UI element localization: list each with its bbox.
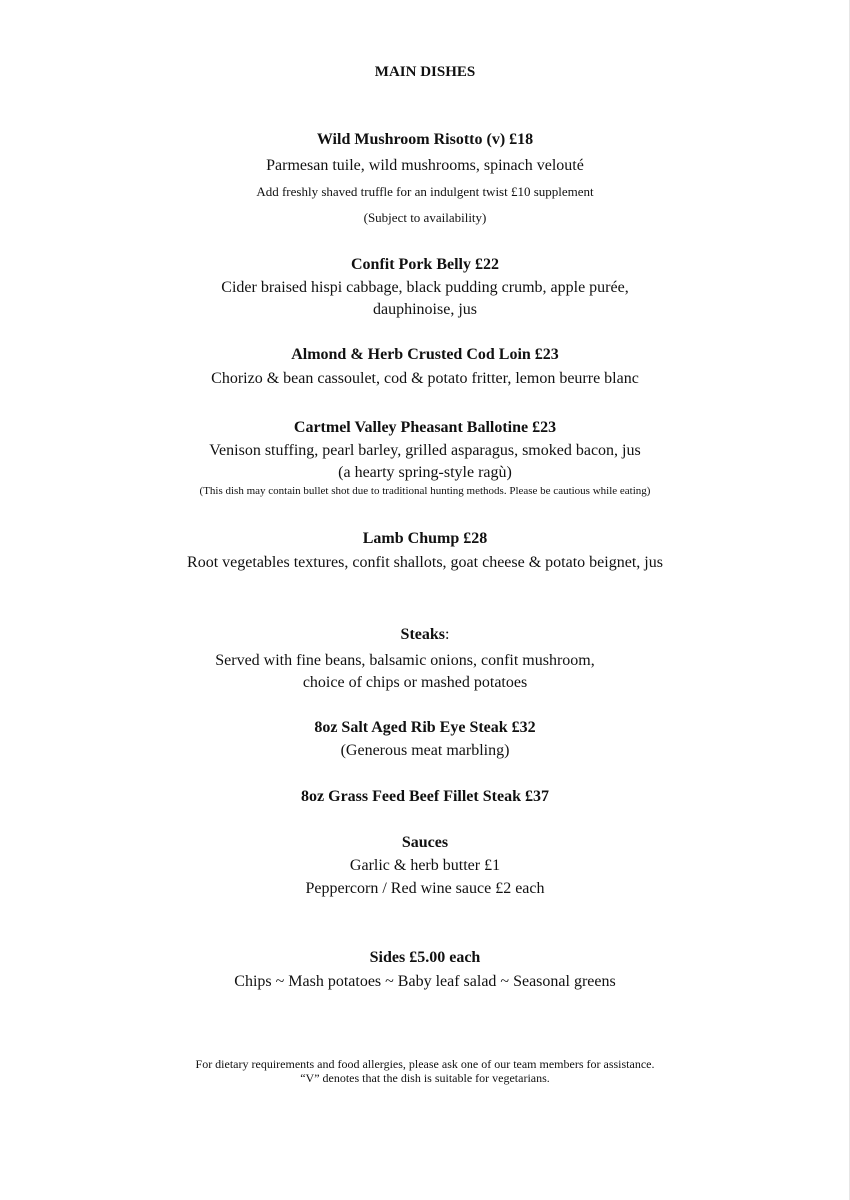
sauce-item: Garlic & herb butter £1 bbox=[349, 857, 501, 874]
dish-name: Wild Mushroom Risotto (v) £18 bbox=[316, 131, 534, 148]
sides-heading: Sides £5.00 each bbox=[369, 949, 481, 966]
dish-description: Parmesan tuile, wild mushrooms, spinach velouté bbox=[266, 157, 584, 174]
steaks-heading-row bbox=[0, 627, 850, 643]
dish-description: Cider braised hispi cabbage, black pudding crumb, apple purée, bbox=[221, 279, 629, 296]
dish-note: (Subject to availability) bbox=[363, 210, 487, 225]
dish-note: Add freshly shaved truffle for an indulgent twist £10 supplement bbox=[256, 184, 594, 199]
dish-subtitle: (a hearty spring-style ragù) bbox=[338, 464, 512, 481]
steaks-heading-colon: : bbox=[445, 626, 450, 643]
footer-vegetarian-note: “V” denotes that the dish is suitable for vegetarians. bbox=[300, 1071, 550, 1085]
steak-note: (Generous meat marbling) bbox=[340, 742, 510, 759]
steaks-heading: Steaks bbox=[400, 626, 445, 643]
sides-items: Chips ~ Mash potatoes ~ Baby leaf salad ~ Seasonal greens bbox=[234, 973, 616, 990]
dish-name: Cartmel Valley Pheasant Ballotine £23 bbox=[293, 419, 557, 436]
dish-name: Confit Pork Belly £22 bbox=[351, 256, 499, 273]
steak-name: 8oz Salt Aged Rib Eye Steak £32 bbox=[314, 719, 536, 736]
dish-description: Root vegetables textures, confit shallots, goat cheese & potato beignet, jus bbox=[187, 554, 663, 571]
page-title: MAIN DISHES bbox=[374, 64, 476, 80]
footer-allergy-note: For dietary requirements and food allergies, please ask one of our team members for assistance. bbox=[195, 1057, 655, 1071]
dish-description: Chorizo & bean cassoulet, cod & potato fritter, lemon beurre blanc bbox=[211, 370, 639, 387]
dish-name: Lamb Chump £28 bbox=[362, 530, 488, 547]
dish-description: dauphinoise, jus bbox=[373, 301, 477, 318]
steak-name: 8oz Grass Feed Beef Fillet Steak £37 bbox=[301, 788, 549, 805]
dish-warning: (This dish may contain bullet shot due to traditional hunting methods. Please be cautious while eating) bbox=[199, 485, 651, 497]
sauces-heading: Sauces bbox=[401, 834, 449, 851]
dish-name: Almond & Herb Crusted Cod Loin £23 bbox=[291, 346, 559, 363]
sauce-item: Peppercorn / Red wine sauce £2 each bbox=[305, 880, 545, 897]
steaks-description: Served with fine beans, balsamic onions, confit mushroom, bbox=[215, 652, 595, 669]
dish-description: Venison stuffing, pearl barley, grilled asparagus, smoked bacon, jus bbox=[209, 442, 641, 459]
steaks-description: choice of chips or mashed potatoes bbox=[302, 674, 528, 691]
